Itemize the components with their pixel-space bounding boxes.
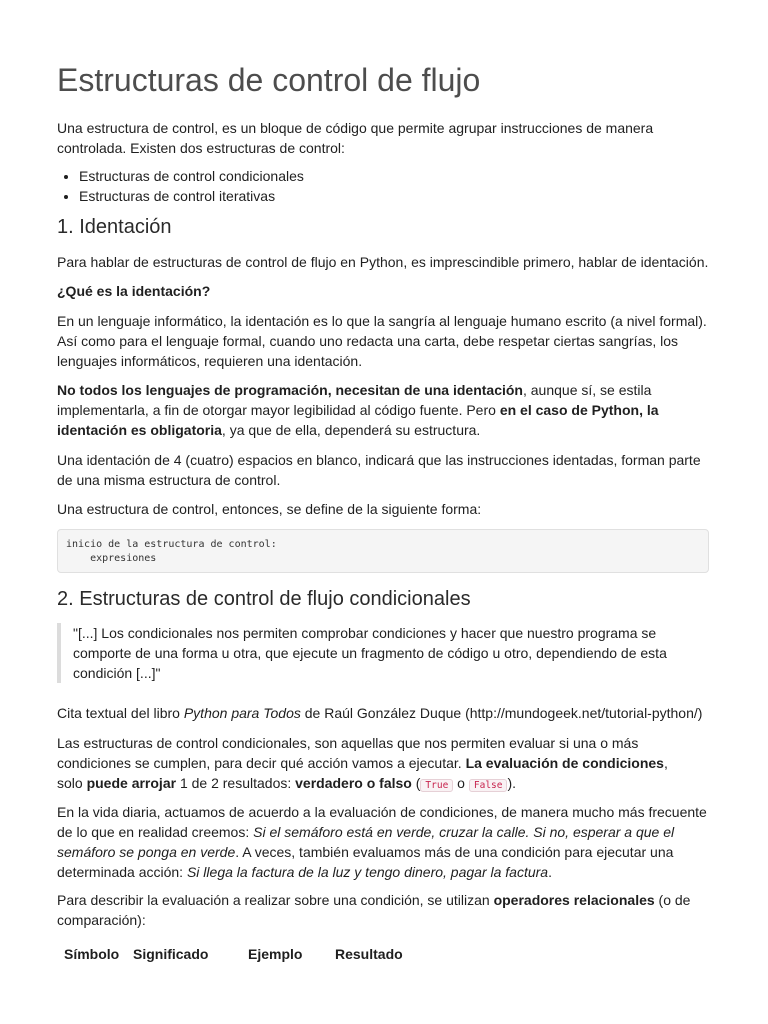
text: , aunque sí, se estila <box>522 382 652 398</box>
text: Cita textual del libro <box>57 705 184 721</box>
text: comparación): <box>57 912 146 928</box>
list-item: • Estructuras de control condicionales <box>79 166 304 186</box>
text: . <box>548 864 552 880</box>
text-line: Una identación de 4 (cuatro) espacios en blanco, indicará que las instrucciones identadas, forman parte <box>57 452 701 468</box>
conditionals-paragraph <box>57 733 717 796</box>
page-title: Estructuras de control de flujo <box>57 62 481 98</box>
code-block <box>57 529 709 573</box>
structure-definition-paragraph: Una estructura de control, entonces, se define de la siguiente forma: <box>57 501 482 517</box>
text: ( <box>411 775 421 791</box>
italic-text: Si el semáforo está en verde, cruzar la calle. Si no, esperar a que el <box>253 824 675 840</box>
code-line: expresiones <box>66 553 157 564</box>
bold-text: verdadero o falso <box>295 775 412 791</box>
text: determinada acción: <box>57 864 187 880</box>
daily-life-paragraph <box>57 802 717 882</box>
table-header-resultado: Resultado <box>335 946 403 962</box>
intro-line-1: Una estructura de control, es un bloque de código que permite agrupar instrucciones de manera <box>57 120 654 136</box>
quote-line: condición [...]" <box>73 665 161 681</box>
text: solo <box>57 775 87 791</box>
inline-code-true: True <box>420 779 453 792</box>
code-line: inicio de la estructura de control: <box>66 539 277 550</box>
text: ). <box>507 775 517 791</box>
control-structures-list <box>57 166 304 206</box>
table-header-ejemplo: Ejemplo <box>248 946 303 962</box>
citation-paragraph <box>57 703 717 723</box>
text: (o de <box>654 892 691 908</box>
text: 1 de 2 resultados: <box>176 775 296 791</box>
table-header-simbolo: Símbolo <box>64 946 120 962</box>
bold-text: puede arrojar <box>86 775 177 791</box>
bold-text: operadores relacionales <box>493 892 655 908</box>
section-heading-identacion: 1. Identación <box>57 216 172 238</box>
table-header-significado: Significado <box>133 946 209 962</box>
bold-text: en el caso de Python, la <box>499 402 659 418</box>
intro-paragraph <box>57 118 717 158</box>
text: de Raúl González Duque (http://mundogeek.net/tutorial-python/) <box>300 705 703 721</box>
question-text: ¿Qué es la identación? <box>57 283 211 299</box>
text-line: Así como para el lenguaje formal, cuando uno redacta una carta, debe respetar ciertas sangrías, los <box>57 333 679 349</box>
bold-text: identación es obligatoria <box>57 422 222 438</box>
list-item: • Estructuras de control iterativas <box>79 186 304 206</box>
identacion-definition-paragraph <box>57 311 717 371</box>
text: , ya que de ella, dependerá su estructura. <box>221 422 481 438</box>
section-heading-condicionales: 2. Estructuras de control de flujo condicionales <box>57 588 471 610</box>
text: implementarla, a fin de otorgar mayor legibilidad al código fuente. Pero <box>57 402 500 418</box>
quote-block <box>57 623 673 683</box>
identacion-question <box>57 281 717 301</box>
bold-text: No todos los lenguajes de programación, necesitan de una identación <box>57 382 523 398</box>
quote-line: "[...] Los condicionales nos permiten comprobar condiciones y hacer que nuestro programa se <box>73 625 657 641</box>
inline-code-false: False <box>469 779 508 792</box>
identacion-python-paragraph <box>57 380 717 440</box>
text: , <box>663 755 668 771</box>
text: condiciones se cumplen, para decir qué acción vamos a ejecutar. <box>57 755 466 771</box>
identacion-spaces-paragraph <box>57 450 717 490</box>
text: o <box>453 775 469 791</box>
quote-line: comporte de una forma u otra, que ejecute un fragmento de código u otro, dependiendo de esta <box>73 645 667 661</box>
identacion-intro-paragraph: Para hablar de estructuras de control de flujo en Python, es imprescindible primero, hablar de identación. <box>57 254 709 270</box>
operators-paragraph <box>57 890 717 930</box>
text-line: En un lenguaje informático, la identación es lo que la sangría al lenguaje humano escrito (a nivel formal). <box>57 313 707 329</box>
text: Para describir la evaluación a realizar sobre una condición, se utilizan <box>57 892 494 908</box>
text-line: lenguajes informáticos, requieren una identación. <box>57 353 363 369</box>
text-line: de una misma estructura de control. <box>57 472 281 488</box>
intro-line-2: controlada. Existen dos estructuras de control: <box>57 140 345 156</box>
book-title: Python para Todos <box>183 705 301 721</box>
text: En la vida diaria, actuamos de acuerdo a la evaluación de condiciones, de manera mucho más frecuente <box>57 804 707 820</box>
italic-text: semáforo se ponga en verde <box>57 844 236 860</box>
text: de lo que en realidad creemos: <box>57 824 254 840</box>
italic-text: Si llega la factura de la luz y tengo dinero, pagar la factura <box>186 864 549 880</box>
bold-text: La evaluación de condiciones <box>465 755 664 771</box>
text: Las estructuras de control condicionales, son aquellas que nos permiten evaluar si una o más <box>57 735 639 751</box>
text: . A veces, también evaluamos más de una condición para ejecutar una <box>235 844 674 860</box>
